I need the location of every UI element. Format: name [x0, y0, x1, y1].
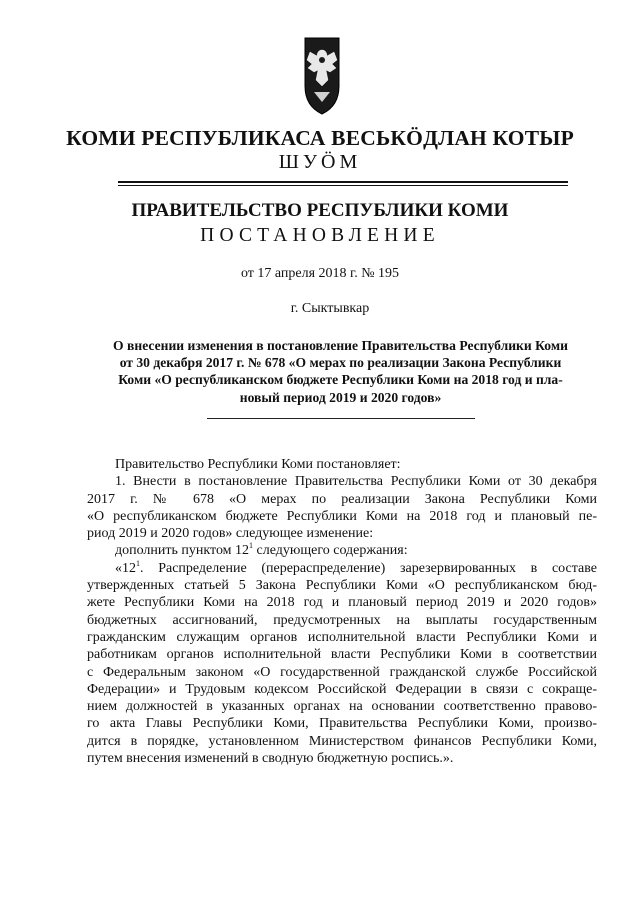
body-line: [87, 542, 597, 559]
title-line: новый период 2019 и 2020 годов»: [239, 389, 442, 405]
title-line: О внесении изменения в постановление Правительства Республики Коми: [113, 338, 568, 353]
body-line: дится в порядке, установленном Министерством финансов Республики Коми,: [87, 733, 597, 749]
body-line: 1. Внести в постановление Правительства Республики Коми от 30 декабря: [115, 474, 597, 490]
body-line: жете Республики Коми на 2018 год и плановый период 2019 и 2020 годов»: [87, 595, 597, 611]
title-underline: [207, 418, 475, 419]
body-text: «12: [115, 560, 136, 576]
body-line: [87, 560, 597, 577]
header-divider-thick: [118, 181, 568, 183]
document-type: ПОСТАНОВЛЕНИЕ: [200, 225, 440, 246]
body-line: риод 2019 и 2020 годов» следующее изменение:: [87, 526, 374, 542]
title-line: Коми «О республиканском бюджете Республики Коми на 2018 год и пла-: [118, 372, 563, 388]
superscript: 1: [249, 541, 254, 551]
body-line: «О республиканском бюджете Республики Коми на 2018 год и плановый пе-: [87, 508, 597, 524]
body-intro: Правительство Республики Коми постановляет:: [115, 457, 401, 472]
komi-government-name: КОМИ РЕСПУБЛИКАСА ВЕСЬКÖДЛАН КОТЫР: [66, 126, 574, 150]
body-line: нием должностей в указанных органах на основании соответственно правово-: [87, 699, 597, 715]
header-divider-thin: [118, 185, 568, 186]
body-text: следующего содержания:: [253, 543, 408, 559]
body-line: работникам органов исполнительной власти Республики Коми в соответствии: [87, 647, 597, 663]
komi-document-type: ШУÖМ: [278, 151, 362, 173]
document-date-number: от 17 апреля 2018 г. № 195: [240, 266, 400, 281]
body-line: бюджетных ассигнований, предусмотренных на выплаты государственным: [87, 612, 597, 628]
government-name: ПРАВИТЕЛЬСТВО РЕСПУБЛИКИ КОМИ: [131, 200, 509, 221]
title-line: от 30 декабря 2017 г. № 678 «О мерах по реализации Закона Республики: [119, 355, 562, 371]
body-line: путем внесения изменений в сводную бюджетную роспись.».: [87, 751, 454, 767]
document-body: [87, 456, 597, 767]
document-title: [88, 337, 593, 406]
body-line: Федерации» и Трудовым кодексом Российской Федерации в связи с сокраще-: [87, 681, 597, 697]
body-line: го акта Главы Республики Коми, Правительства Республики Коми, произво-: [87, 716, 597, 732]
body-text: . Распределение (перераспределение) зарезервированных в составе: [140, 560, 597, 576]
body-line: 2017 г. № 678 «О мерах по реализации Закона Республики Коми: [87, 491, 597, 507]
body-line: гражданским служащим органов исполнительной власти Республики Коми и: [87, 629, 597, 645]
superscript: 1: [136, 558, 140, 568]
document-city: г. Сыктывкар: [290, 301, 370, 316]
coat-of-arms-emblem: [302, 36, 342, 116]
body-line: с Федеральным законом «О государственной гражданской службе Российской: [87, 664, 597, 680]
body-text: дополнить пунктом 12: [115, 543, 250, 559]
body-line: утвержденных статьей 5 Закона Республики Коми «О республиканском бюд-: [87, 578, 597, 594]
